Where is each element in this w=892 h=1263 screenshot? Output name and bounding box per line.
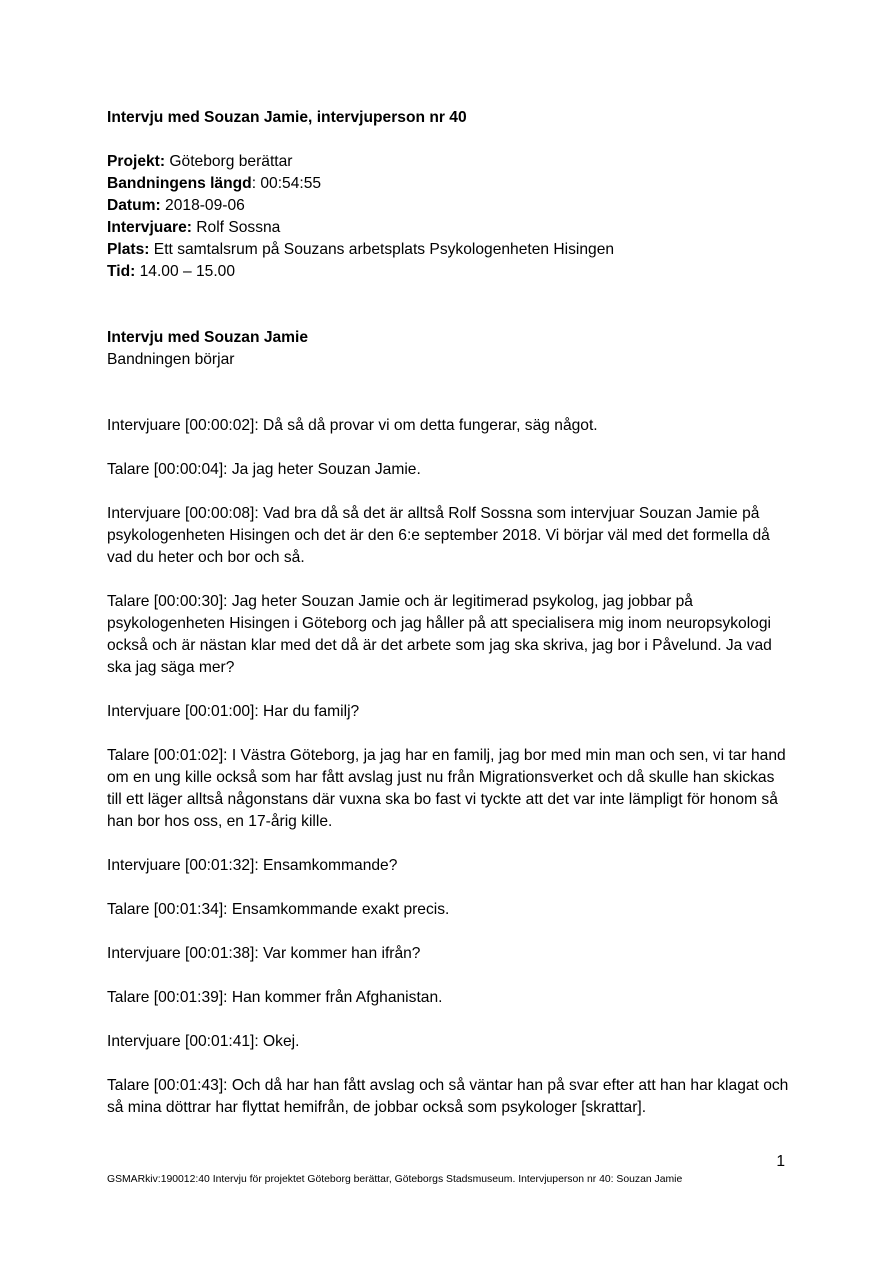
page-number: 1	[776, 1153, 785, 1170]
meta-key: Datum:	[107, 197, 161, 214]
meta-place	[107, 239, 792, 261]
transcript-turn: Talare [00:01:02]: I Västra Göteborg, ja jag har en familj, jag bor med min man och sen, vi tar hand om en ung kille också som har fått avslag just nu från Migrationsverket och då skulle han skickas till ett läger alltså någonstans där vuxna ska bo fast vi tyckte att det var inte lämpligt för honom så han bor hos oss, en 17-årig kille.	[107, 747, 786, 830]
meta-value: Göteborg berättar	[165, 153, 293, 170]
transcript-turn: Talare [00:01:43]: Och då har han fått avslag och så väntar han på svar efter att han har klagat och så mina döttrar har flyttat hemifrån, de jobbar också som psykologer [skrattar].	[107, 1077, 789, 1116]
meta-value: 14.00 – 15.00	[135, 263, 236, 280]
meta-key: Projekt:	[107, 153, 166, 170]
meta-recording-length	[107, 173, 792, 195]
meta-key: Tid:	[107, 263, 136, 280]
meta-key: Bandningens längd	[107, 175, 252, 192]
section-subheading: Bandningen börjar	[107, 351, 235, 368]
document-page	[107, 107, 792, 1141]
transcript-turn: Intervjuare [00:00:02]: Då så då provar vi om detta fungerar, säg något.	[107, 417, 598, 434]
meta-time	[107, 261, 792, 283]
page-footer: GSMARkiv:190012:40 Intervju för projektet Göteborg berättar, Göteborgs Stadsmuseum. Intervjuperson nr 40: Souzan Jamie	[107, 1174, 683, 1185]
document-title: Intervju med Souzan Jamie, intervjuperson nr 40	[107, 109, 467, 126]
meta-key: Plats:	[107, 241, 150, 258]
meta-value: : 00:54:55	[251, 175, 322, 192]
meta-value: Rolf Sossna	[191, 219, 281, 236]
meta-interviewer	[107, 217, 792, 239]
metadata-block	[107, 151, 792, 283]
transcript-turn: Intervjuare [00:00:08]: Vad bra då så det är alltså Rolf Sossna som intervjuar Souzan Jamie på psykologenheten Hisingen och det är den 6:e september 2018. Vi börjar väl med det formella då vad du heter och bor och så.	[107, 505, 770, 566]
transcript-turn: Intervjuare [00:01:00]: Har du familj?	[107, 703, 360, 720]
transcript	[107, 415, 792, 1119]
transcript-turn: Intervjuare [00:01:41]: Okej.	[107, 1033, 300, 1050]
meta-date	[107, 195, 792, 217]
section-heading: Intervju med Souzan Jamie	[107, 329, 309, 346]
meta-project	[107, 151, 792, 173]
transcript-turn: Talare [00:00:04]: Ja jag heter Souzan Jamie.	[107, 461, 421, 478]
transcript-turn: Intervjuare [00:01:38]: Var kommer han ifrån?	[107, 945, 421, 962]
section-heading-block	[107, 327, 792, 371]
meta-key: Intervjuare:	[107, 219, 192, 236]
transcript-turn: Talare [00:00:30]: Jag heter Souzan Jamie och är legitimerad psykolog, jag jobbar på psykologenheten Hisingen i Göteborg och jag håller på att specialisera mig inom neuropsykologi också och är nästan klar med det då är det arbete som jag ska skriva, jag bor i Påvelund. Ja vad ska jag säga mer?	[107, 593, 772, 676]
transcript-turn: Talare [00:01:39]: Han kommer från Afghanistan.	[107, 989, 443, 1006]
meta-value: 2018-09-06	[160, 197, 245, 214]
transcript-turn: Talare [00:01:34]: Ensamkommande exakt precis.	[107, 901, 450, 918]
transcript-turn: Intervjuare [00:01:32]: Ensamkommande?	[107, 857, 398, 874]
meta-value: Ett samtalsrum på Souzans arbetsplats Psykologenheten Hisingen	[149, 241, 615, 258]
